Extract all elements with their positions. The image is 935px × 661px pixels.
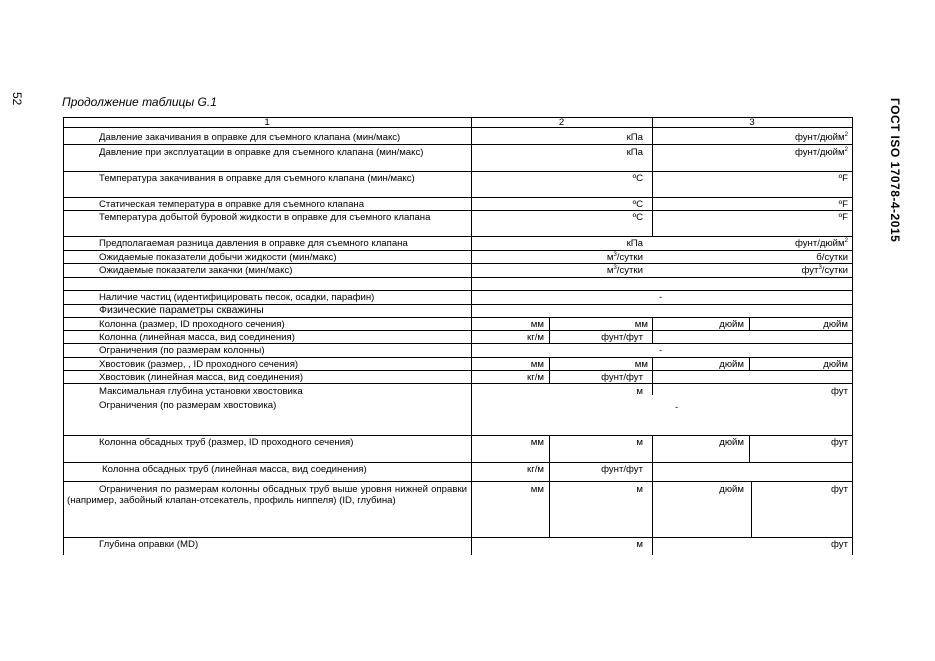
unit-si: ºС <box>632 199 643 210</box>
unit-si: ºС <box>632 212 643 223</box>
unit-c: дюйм <box>719 484 744 495</box>
row-label: Статическая температура в оправке для съемного клапана <box>99 199 365 210</box>
unit-imperial: фунт/дюйм$^2$ <box>794 147 848 158</box>
row-label: Колонна (размер, ID проходного сечения) <box>99 319 285 330</box>
section-title: Физические параметры скважины <box>99 304 264 316</box>
unit-d: фут <box>831 539 848 550</box>
cell-value: - <box>675 402 679 413</box>
data-table <box>63 117 853 555</box>
unit-imperial: фунт/дюйм$^2$ <box>794 132 848 143</box>
cell-value: - <box>659 292 663 303</box>
unit-d: фут <box>831 437 848 448</box>
unit-b: м <box>636 386 643 397</box>
unit-d: фут <box>831 386 848 397</box>
unit-b: мм <box>634 359 648 370</box>
row-label: Давление при эксплуатации в оправке для съемного клапана (мин/макс) <box>99 147 424 158</box>
page-number: 52 <box>10 92 24 106</box>
unit-a: кг/м <box>527 332 544 343</box>
unit-si: ºС <box>632 173 643 184</box>
unit-si: $м^3$/сутки <box>606 265 643 276</box>
unit-si: $м^3$/сутки <box>606 252 643 263</box>
row-label: Ограничения по размерам колонны обсадных труб выше уровня нижней оправки (например, забойный клапан-отсекатель, профиль ниппеля) (ID, глубина) <box>67 484 467 506</box>
unit-imperial: ºF <box>838 173 848 184</box>
row-label: Температура закачивания в оправке для съемного клапана (мин/макс) <box>99 173 415 184</box>
unit-d: дюйм <box>823 319 848 330</box>
unit-a: кг/м <box>527 372 544 383</box>
row-label: Максимальная глубина установки хвостовика <box>99 386 303 397</box>
unit-b: м <box>636 539 643 550</box>
cell-value: - <box>659 345 663 356</box>
row-label: Глубина оправки (MD) <box>99 539 199 550</box>
unit-si: кПа <box>626 132 643 143</box>
unit-c: дюйм <box>719 319 744 330</box>
row-label: Ожидаемые показатели закачки (мин/макс) <box>99 265 293 276</box>
row-label: Хвостовик (размер, , ID проходного сечения) <box>99 359 299 370</box>
unit-a: кг/м <box>527 464 544 475</box>
unit-a: мм <box>530 359 544 370</box>
row-label: Наличие частиц (идентифицировать песок, осадки, парафин) <box>99 292 375 303</box>
unit-b: фунт/фут <box>601 372 643 383</box>
row-label: Колонна обсадных труб (линейная масса, вид соединения) <box>102 464 367 475</box>
row-label: Хвостовик (линейная масса, вид соединения) <box>99 372 304 383</box>
table-caption: Продолжение таблицы G.1 <box>62 95 217 109</box>
document-code: ГОСТ ISO 17078-4-2015 <box>888 98 902 243</box>
unit-si: кПа <box>626 238 643 249</box>
row-label: Колонна (линейная масса, вид соединения) <box>99 332 295 343</box>
row-label: Ограничения (по размерам колонны) <box>99 345 265 356</box>
row-label: Ограничения (по размерам хвостовика) <box>99 400 277 411</box>
unit-c: дюйм <box>719 359 744 370</box>
unit-b: м <box>636 484 643 495</box>
row-label: Предполагаемая разница давления в оправке для съемного клапана <box>99 238 408 249</box>
unit-c: дюйм <box>719 437 744 448</box>
row-label: Ожидаемые показатели добычи жидкости (мин/макс) <box>99 252 337 263</box>
column-header-3: 3 <box>749 117 755 128</box>
unit-imperial: фунт/дюйм$^2$ <box>794 238 848 249</box>
row-label: Температура добытой буровой жидкости в оправке для съемного клапана <box>99 212 431 223</box>
column-header-2: 2 <box>558 117 565 128</box>
unit-d: дюйм <box>823 359 848 370</box>
unit-a: мм <box>530 437 544 448</box>
unit-si: кПа <box>626 147 643 158</box>
unit-b: фунт/фут <box>601 464 643 475</box>
unit-imperial: фут$^3$/сутки <box>801 265 848 276</box>
column-header-1: 1 <box>264 117 270 128</box>
unit-a: мм <box>530 484 544 495</box>
unit-imperial: б/сутки <box>816 252 848 263</box>
unit-imperial: ºF <box>838 199 848 210</box>
unit-b: мм <box>634 319 648 330</box>
unit-b: фунт/фут <box>601 332 643 343</box>
unit-a: мм <box>530 319 544 330</box>
row-label: Давление закачивания в оправке для съемного клапана (мин/макс) <box>99 132 401 143</box>
unit-imperial: ºF <box>838 212 848 223</box>
row-label: Колонна обсадных труб (размер, ID проходного сечения) <box>99 437 354 448</box>
unit-d: фут <box>831 484 848 495</box>
unit-b: м <box>636 437 643 448</box>
